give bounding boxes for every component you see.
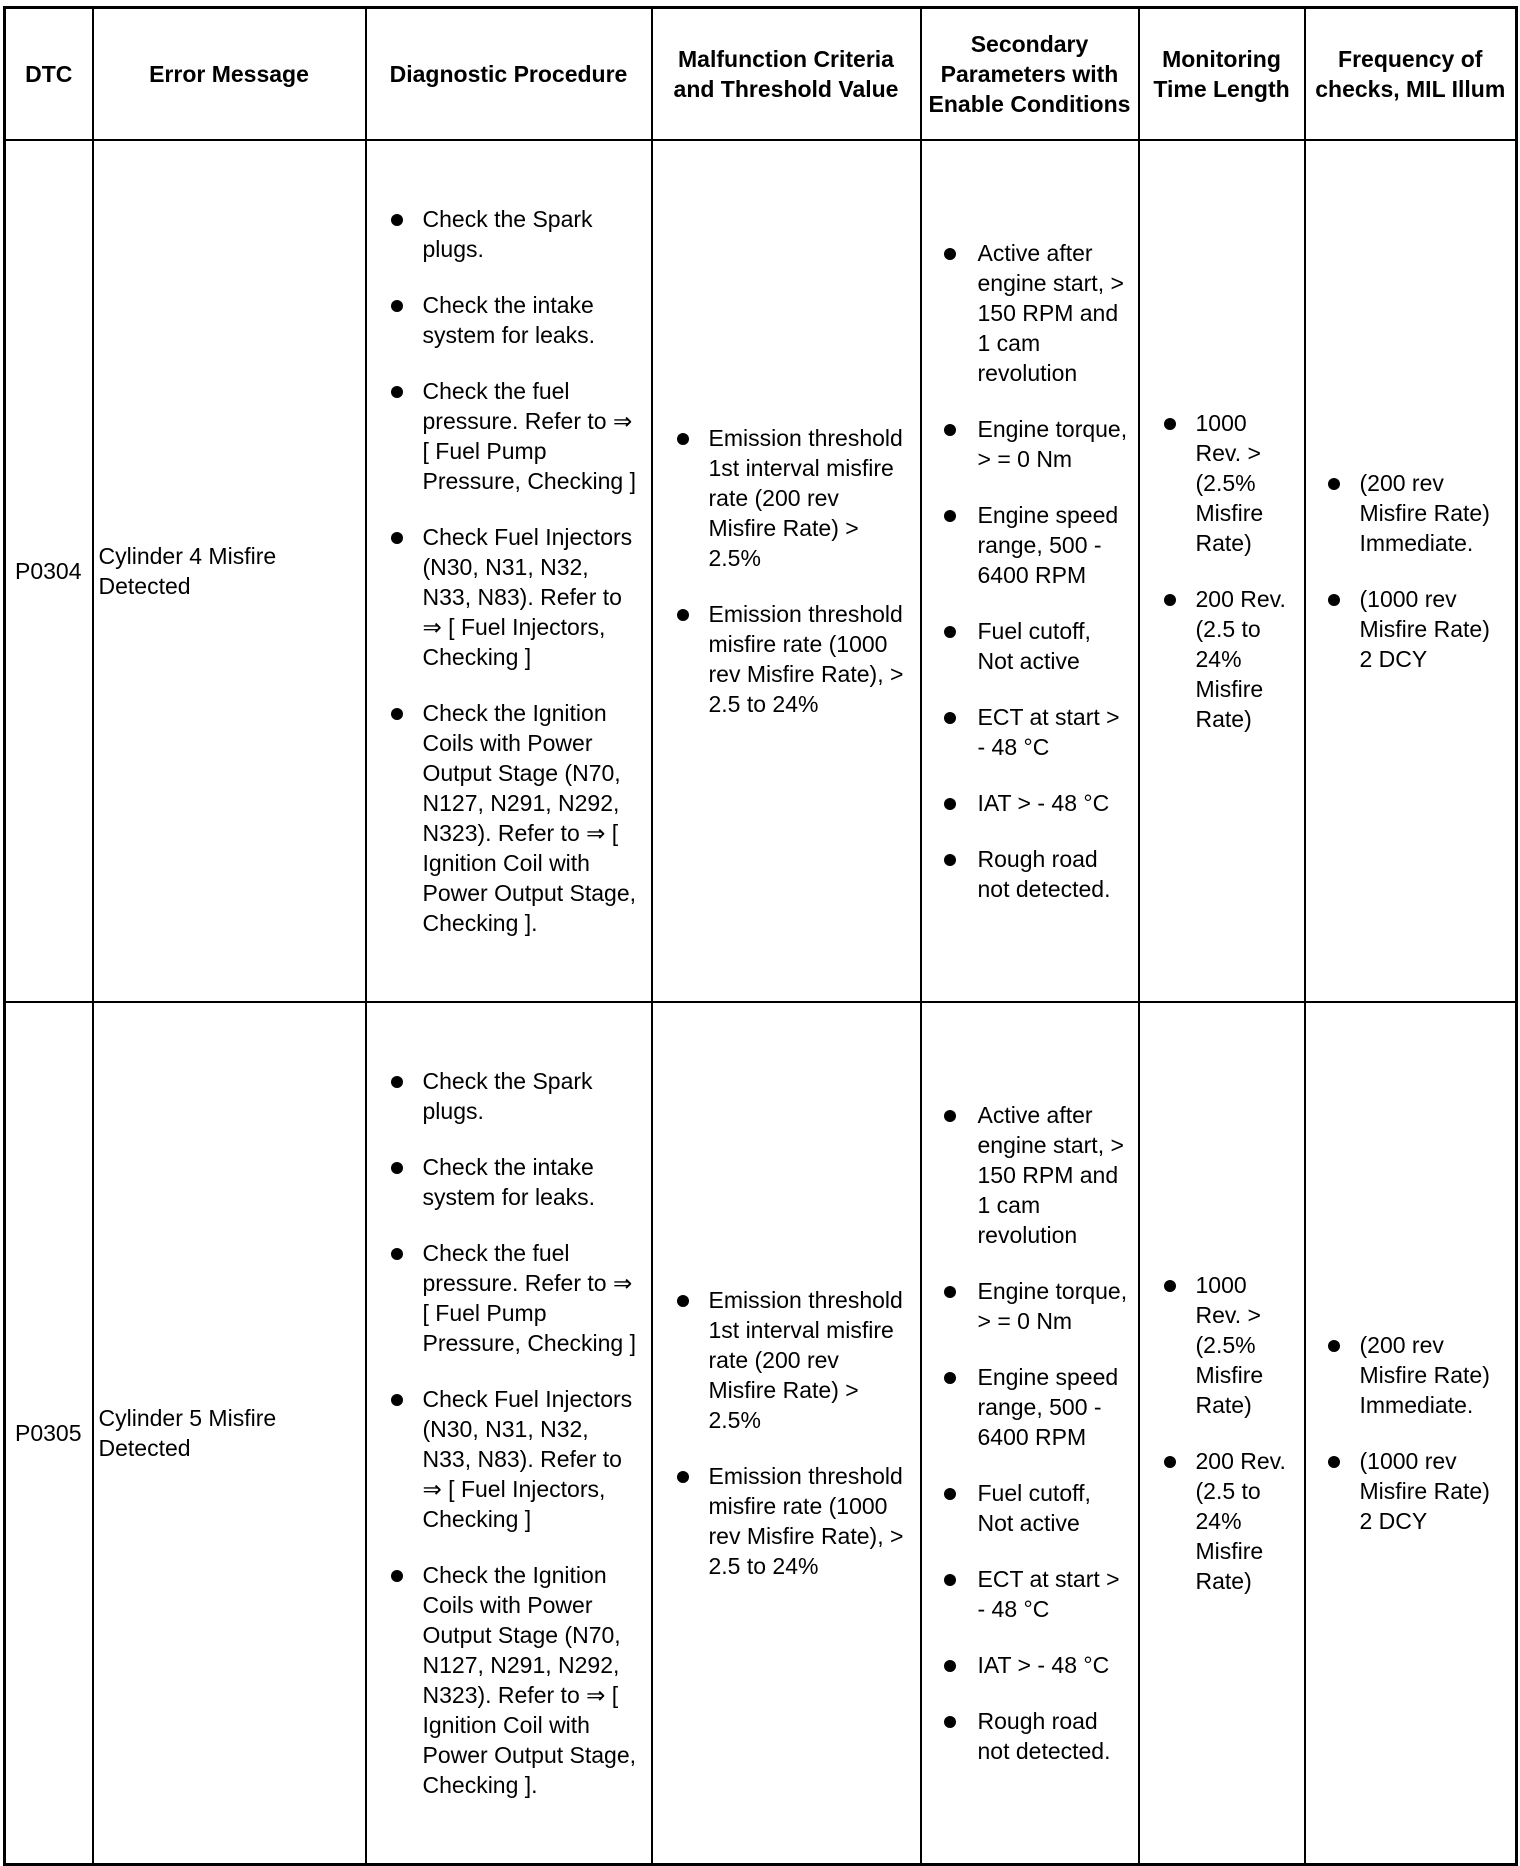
- secondary-item: Active after engine start, > 150 RPM and 1 cam revolution: [922, 1100, 1138, 1250]
- header-row: [5, 8, 1517, 141]
- frequency-item: (200 rev Misfire Rate) Immediate.: [1306, 1330, 1516, 1420]
- secondary-parameters: [921, 1002, 1139, 1864]
- criteria-item: Emission threshold 1st interval misfire rate (200 rev Misfire Rate) > 2.5%: [653, 423, 920, 573]
- secondary-item: Rough road not detected.: [922, 1706, 1138, 1766]
- procedure-step: Check the fuel pressure. Refer to ⇒ [ Fuel Pump Pressure, Checking ]: [367, 376, 651, 496]
- secondary-item: Engine torque, > = 0 Nm: [922, 1276, 1138, 1336]
- dtc-code: P0305: [5, 1002, 93, 1864]
- header-frequency: Frequency of checks, MIL Illum: [1305, 8, 1517, 141]
- header-dtc: DTC: [5, 8, 93, 141]
- secondary-item: Fuel cutoff, Not active: [922, 616, 1138, 676]
- procedure-step: Check the fuel pressure. Refer to ⇒ [ Fuel Pump Pressure, Checking ]: [367, 1238, 651, 1358]
- procedure-step: Check Fuel Injectors (N30, N31, N32, N33, N83). Refer to ⇒ [ Fuel Injectors, Checking ]: [367, 522, 651, 672]
- monitoring-item: 1000 Rev. >(2.5% Misfire Rate): [1140, 1270, 1304, 1420]
- criteria-item: Emission threshold misfire rate (1000 rev Misfire Rate), > 2.5 to 24%: [653, 599, 920, 719]
- diagnostic-procedure: [366, 1002, 652, 1864]
- header-error-message: Error Message: [93, 8, 366, 141]
- header-malfunction-criteria: Malfunction Criteria and Threshold Value: [652, 8, 921, 141]
- secondary-item: Engine torque, > = 0 Nm: [922, 414, 1138, 474]
- monitoring-item: 200 Rev. (2.5 to 24% Misfire Rate): [1140, 584, 1304, 734]
- procedure-step: Check the Spark plugs.: [367, 204, 651, 264]
- monitoring-item: 200 Rev. (2.5 to 24% Misfire Rate): [1140, 1446, 1304, 1596]
- frequency-item: (1000 rev Misfire Rate) 2 DCY: [1306, 1446, 1516, 1536]
- criteria-item: Emission threshold 1st interval misfire rate (200 rev Misfire Rate) > 2.5%: [653, 1285, 920, 1435]
- header-diagnostic-procedure: Diagnostic Procedure: [366, 8, 652, 141]
- secondary-item: Fuel cutoff, Not active: [922, 1478, 1138, 1538]
- monitoring-time: [1139, 140, 1305, 1002]
- table-row: [5, 1002, 1517, 1864]
- error-message: Cylinder 4 Misfire Detected: [93, 140, 366, 1002]
- frequency-item: (200 rev Misfire Rate) Immediate.: [1306, 468, 1516, 558]
- frequency-checks: [1305, 1002, 1517, 1864]
- dtc-document: [3, 6, 1515, 1866]
- procedure-step: Check Fuel Injectors (N30, N31, N32, N33, N83). Refer to ⇒ [ Fuel Injectors, Checking ]: [367, 1384, 651, 1534]
- secondary-item: Active after engine start, > 150 RPM and 1 cam revolution: [922, 238, 1138, 388]
- table-row: [5, 140, 1517, 1002]
- procedure-step: Check the Spark plugs.: [367, 1066, 651, 1126]
- secondary-item: IAT > - 48 °C: [922, 788, 1138, 818]
- secondary-item: Engine speed range, 500 - 6400 RPM: [922, 1362, 1138, 1452]
- criteria-item: Emission threshold misfire rate (1000 rev Misfire Rate), > 2.5 to 24%: [653, 1461, 920, 1581]
- secondary-item: ECT at start > - 48 °C: [922, 1564, 1138, 1624]
- secondary-item: Rough road not detected.: [922, 844, 1138, 904]
- procedure-step: Check the Ignition Coils with Power Output Stage (N70, N127, N291, N292, N323). Refer to ⇒ [ Ignition Coil with Power Output Stage, Checking ].: [367, 698, 651, 938]
- monitoring-item: 1000 Rev. >(2.5% Misfire Rate): [1140, 408, 1304, 558]
- dtc-code: P0304: [5, 140, 93, 1002]
- header-monitoring-time: Monitoring Time Length: [1139, 8, 1305, 141]
- monitoring-time: [1139, 1002, 1305, 1864]
- malfunction-criteria: [652, 1002, 921, 1864]
- secondary-item: IAT > - 48 °C: [922, 1650, 1138, 1680]
- frequency-checks: [1305, 140, 1517, 1002]
- frequency-item: (1000 rev Misfire Rate) 2 DCY: [1306, 584, 1516, 674]
- procedure-step: Check the intake system for leaks.: [367, 290, 651, 350]
- procedure-step: Check the intake system for leaks.: [367, 1152, 651, 1212]
- dtc-table: [3, 6, 1518, 1866]
- secondary-item: ECT at start > - 48 °C: [922, 702, 1138, 762]
- secondary-item: Engine speed range, 500 - 6400 RPM: [922, 500, 1138, 590]
- malfunction-criteria: [652, 140, 921, 1002]
- secondary-parameters: [921, 140, 1139, 1002]
- header-secondary-parameters: Secondary Parameters with Enable Conditions: [921, 8, 1139, 141]
- procedure-step: Check the Ignition Coils with Power Output Stage (N70, N127, N291, N292, N323). Refer to ⇒ [ Ignition Coil with Power Output Stage, Checking ].: [367, 1560, 651, 1800]
- error-message: Cylinder 5 Misfire Detected: [93, 1002, 366, 1864]
- diagnostic-procedure: [366, 140, 652, 1002]
